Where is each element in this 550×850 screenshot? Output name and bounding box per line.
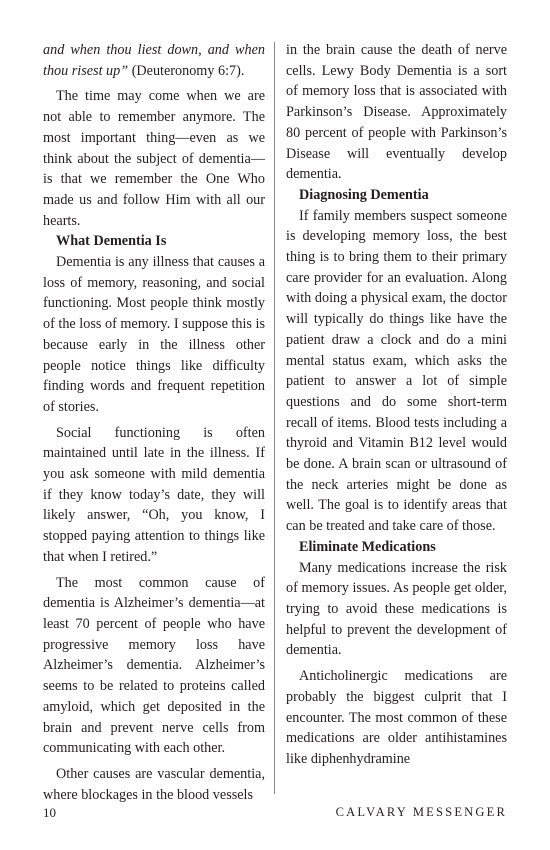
heading-what-dementia-is: What Dementia Is [56,233,167,250]
scripture-quote-italic: and when thou liest down, and when thou risest up” [43,42,265,79]
paragraph-remember: The time may come when we are not able to remember anymore. The most important thing—even as we think about the subject of dementia—is that we remember the One Who made us and follow Him with all our hearts. [43,88,265,229]
scripture-reference: (Deuteronomy 6:7). [128,62,245,79]
paragraph-definition: Dementia is any illness that causes a loss of memory, reasoning, and social functioning. Most people think mostly of the loss of memory. I suppose this is because early in the illness other people notice things like difficulty finding words and frequent repetition of stories. [43,254,265,415]
paragraph-diagnosis: If family members suspect someone is developing memory loss, the best thing is to bring them to their primary care provider for an evaluation. Along with doing a physical exam, the doctor will typically do things like have the patient draw a clock and do a mini mental status exam, which asks the patient to answer a lot of simple questions and do some short-term recall of items. Blood tests including a thyroid and Vitamin B12 level would be done. A brain scan or ultrasound of the neck arteries might be done as well. The goal is to identify areas that can be treated and take care of those. [286,207,507,535]
left-column [43,40,265,805]
paragraph-medications: Many medications increase the risk of memory issues. As people get older, trying to avoid these medications is helpful to prevent the development of dementia. [286,559,507,659]
paragraph-scripture-quote [43,40,265,81]
paragraph-social-functioning: Social functioning is often maintained until late in the illness. If you ask someone with mild dementia if they know today’s date, they will likely answer, “Oh, you know, I stopped paying attention to things like that when I retired.” [43,424,265,565]
page-number: 10 [43,805,56,820]
heading-eliminate-medications: Eliminate Medications [299,538,436,555]
right-column [286,40,507,770]
paragraph-other-causes: Other causes are vascular dementia, where blockages in the blood vessels [43,765,265,803]
paragraph-anticholinergic: Anticholinergic medications are probably the biggest culprit that I encounter. The most common of these medications are older antihistamines like diphenhydramine [286,668,507,767]
heading-diagnosing-dementia: Diagnosing Dementia [299,186,429,203]
column-divider [274,42,275,794]
paragraph-lewy-body: in the brain cause the death of nerve cells. Lewy Body Dementia is a sort of memory loss that is associated with Parkinson’s Disease. Approximately 80 percent of people with Parkinson’s Disease will eventually develop dementia. [286,42,507,183]
paragraph-alzheimers: The most common cause of dementia is Alzheimer’s dementia—at least 70 percent of people who have progressive memory loss have Alzheimer’s dementia. Alzheimer’s seems to be related to proteins called amyloid, which get deposited in the brain and prevent nerve cells from communicating with each other. [43,574,265,757]
publication-title: CALVARY MESSENGER [335,805,507,819]
